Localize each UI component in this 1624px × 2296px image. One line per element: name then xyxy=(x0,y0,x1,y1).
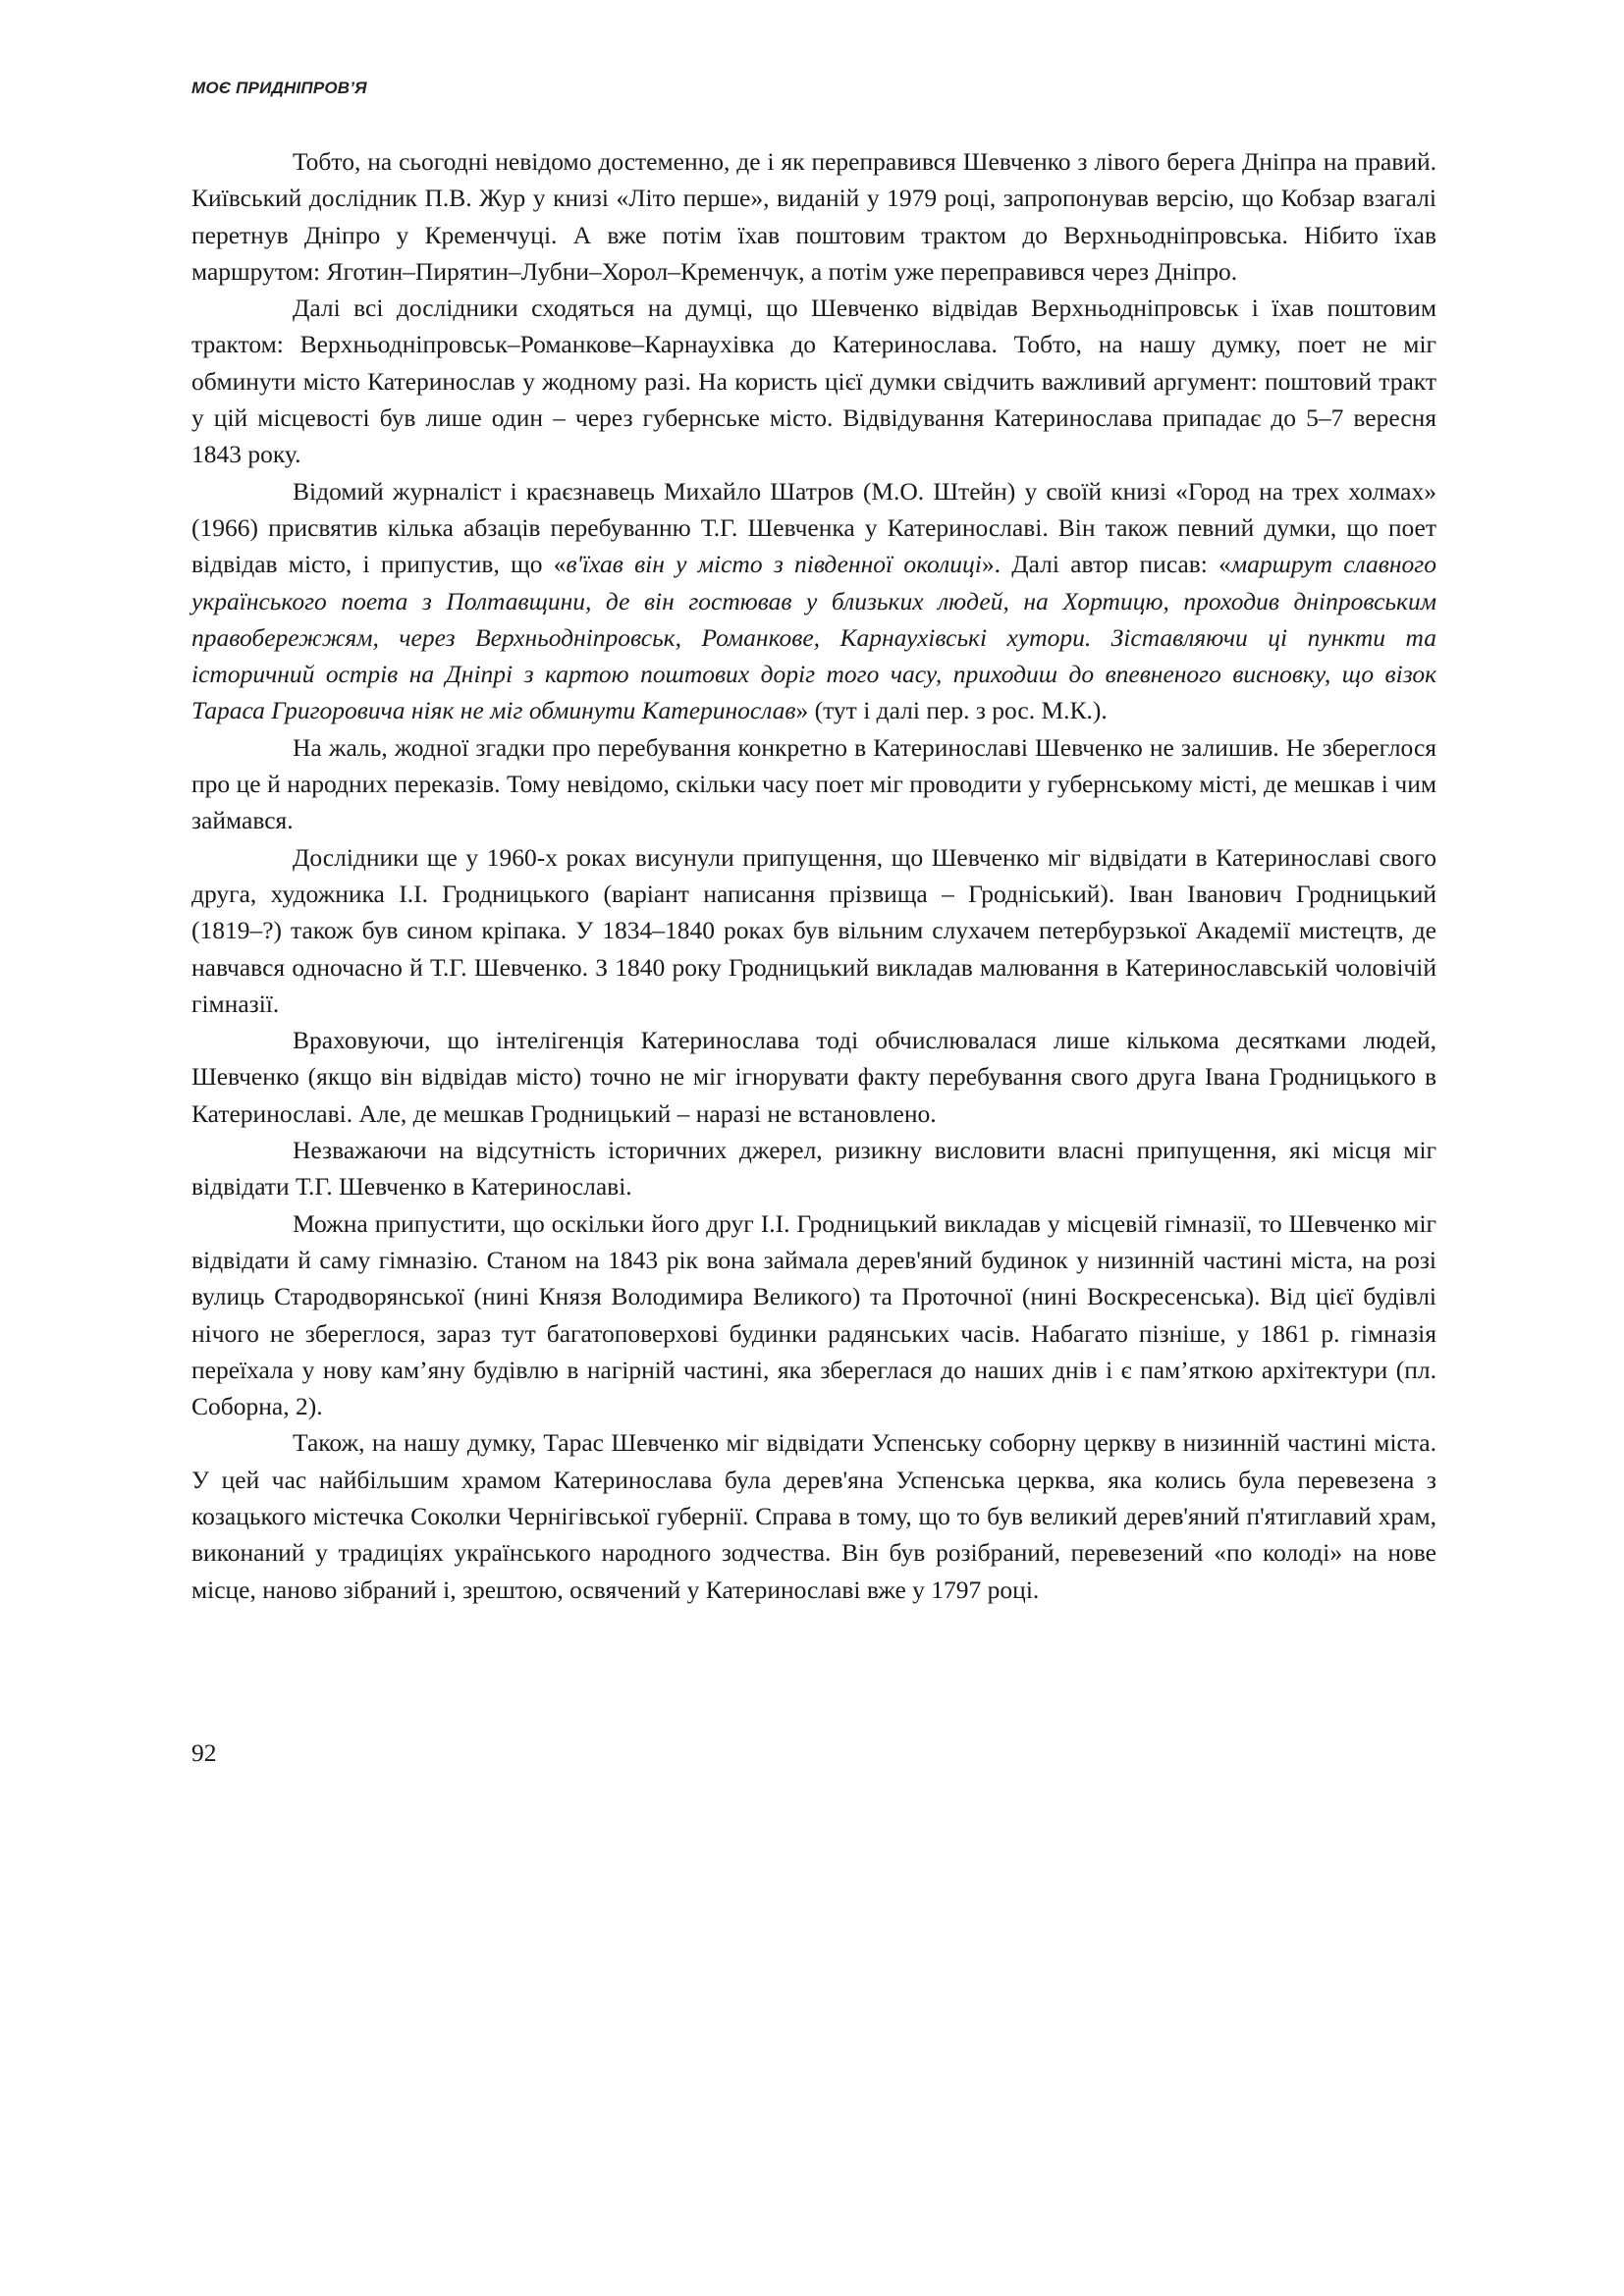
quote-route: маршрут славного українського поета з Полтавщини, де він гостював у близьких людей, на Хортицю, проходив дніпровським правобережжям, через Верхньодніпровськ, Романкове, Карнаухівські хутори. Зіставляючи ці пункти та історичний острів на Дніпрі з картою поштових доріг того часу, приходиш до впевненого висновку, що візок Тараса Григоровича ніяк не міг обминути Катеринослав xyxy=(191,550,1436,725)
paragraph-3-text-b: ». Далі автор писав: « xyxy=(981,550,1231,579)
paragraph-3-text-c: » (тут і далі пер. з рос. М.К.). xyxy=(795,696,1108,725)
paragraph-2: Далі всі дослідники сходяться на думці, що Шевченко відвідав Верхньодніпровськ і їхав поштовим трактом: Верхньодніпровськ–Романкове–Карнаухівка до Катеринослава. Тобто, на нашу думку, поет не міг обминути місто Катеринослав у жодному разі. На користь цієї думки свідчить важливий аргумент: поштовий тракт у цій місцевості був лише один – через губернське місто. Відвідування Катеринослава припадає до 5–7 вересня 1843 року. xyxy=(191,294,1436,469)
quote-south-outskirts: в'їхав він у місто з південної околиці xyxy=(566,550,982,579)
paragraph-9: Також, на нашу думку, Тарас Шевченко міг відвідати Успенську соборну церкву в низинній частині міста. У цей час найбільшим храмом Катеринослава була дерев'яна Успенська церква, яка колись була перевезена з козацького містечка Соколки Чернігівської губернії. Справа в тому, що то був великий дерев'яний п'ятиглавий храм, виконаний у традиціях українського народного зодчества. Він був розібраний, перевезений «по колоді» на нове місце, наново зібраний і, зрештою, освячений у Катеринославі вже у 1797 році. xyxy=(191,1428,1436,1604)
paragraph-4: На жаль, жодної згадки про перебування конкретно в Катеринославі Шевченко не залишив. Не збереглося про це й народних переказів. Тому невідомо, скільки часу поет міг проводити у губернському місті, де мешкав і чим займався. xyxy=(191,732,1436,835)
article-body xyxy=(191,143,1436,1608)
paragraph-8: Можна припустити, що оскільки його друг І.І. Гродницький викладав у місцевій гімназії, то Шевченко міг відвідати й саму гімназію. Станом на 1843 рік вона займала дерев'яний будинок у низинній частині міста, на розі вулиць Стародворянської (нині Князя Володимира Великого) та Проточної (нині Воскресенська). Від цієї будівлі нічого не збереглося, зараз тут багатоповерхові будинки радянських часів. Набагато пізніше, у 1861 р. гімназія переїхала у нову кам’яну будівлю в нагірній частині, яка збереглася до наших днів і є пам’яткою архітектури (пл. Соборна, 2). xyxy=(191,1208,1436,1421)
paragraph-7: Незважаючи на відсутність історичних джерел, ризикну висловити власні припущення, які місця міг відвідати Т.Г. Шевченко в Катеринославі. xyxy=(191,1136,1436,1201)
page-number: 92 xyxy=(191,1738,217,1767)
running-header: МОЄ ПРИДНІПРОВ’Я xyxy=(191,79,367,97)
paragraph-1: Тобто, на сьогодні невідомо достеменно, де і як переправився Шевченко з лівого берега Дніпра на правий. Київський дослідник П.В. Жур у книзі «Літо перше», виданій у 1979 році, запропонував версію, що Кобзар взагалі перетнув Дніпро у Кременчуці. А вже потім їхав поштовим трактом до Верхньодніпровська. Нібито їхав маршрутом: Яготин–Пирятин–Лубни–Хорол–Кременчук, а потім уже переправився через Дніпро. xyxy=(191,147,1436,286)
paragraph-3 xyxy=(191,473,1436,729)
paragraph-5: Дослідники ще у 1960-х роках висунули припущення, що Шевченко міг відвідати в Катеринославі свого друга, художника І.І. Гродницького (варіант написання прізвища – Гродніський). Іван Іванович Гродницький (1819–?) також був сином кріпака. У 1834–1840 роках був вільним слухачем петербурзької Академії мистецтв, де навчався одночасно й Т.Г. Шевченко. З 1840 року Гродницький викладав малювання в Катеринославській чоловічій гімназії. xyxy=(191,842,1436,1018)
paragraph-3-text-a: Відомий журналіст і краєзнавець Михайло Шатров (М.О. Штейн) у своїй книзі «Город на трех холмах» (1966) присвятив кілька абзаців перебуванню Т.Г. Шевченка у Катеринославі. Він також певний думки, що поет відвідав місто, і припустив, що « xyxy=(191,476,1436,579)
paragraph-6: Враховуючи, що інтелігенція Катеринослава тоді обчислювалася лише кількома десятками людей, Шевченко (якщо він відвідав місто) точно не міг ігнорувати факту перебування свого друга Івана Гродницького в Катеринославі. Але, де мешкав Гродницький – наразі не встановлено. xyxy=(191,1026,1436,1128)
